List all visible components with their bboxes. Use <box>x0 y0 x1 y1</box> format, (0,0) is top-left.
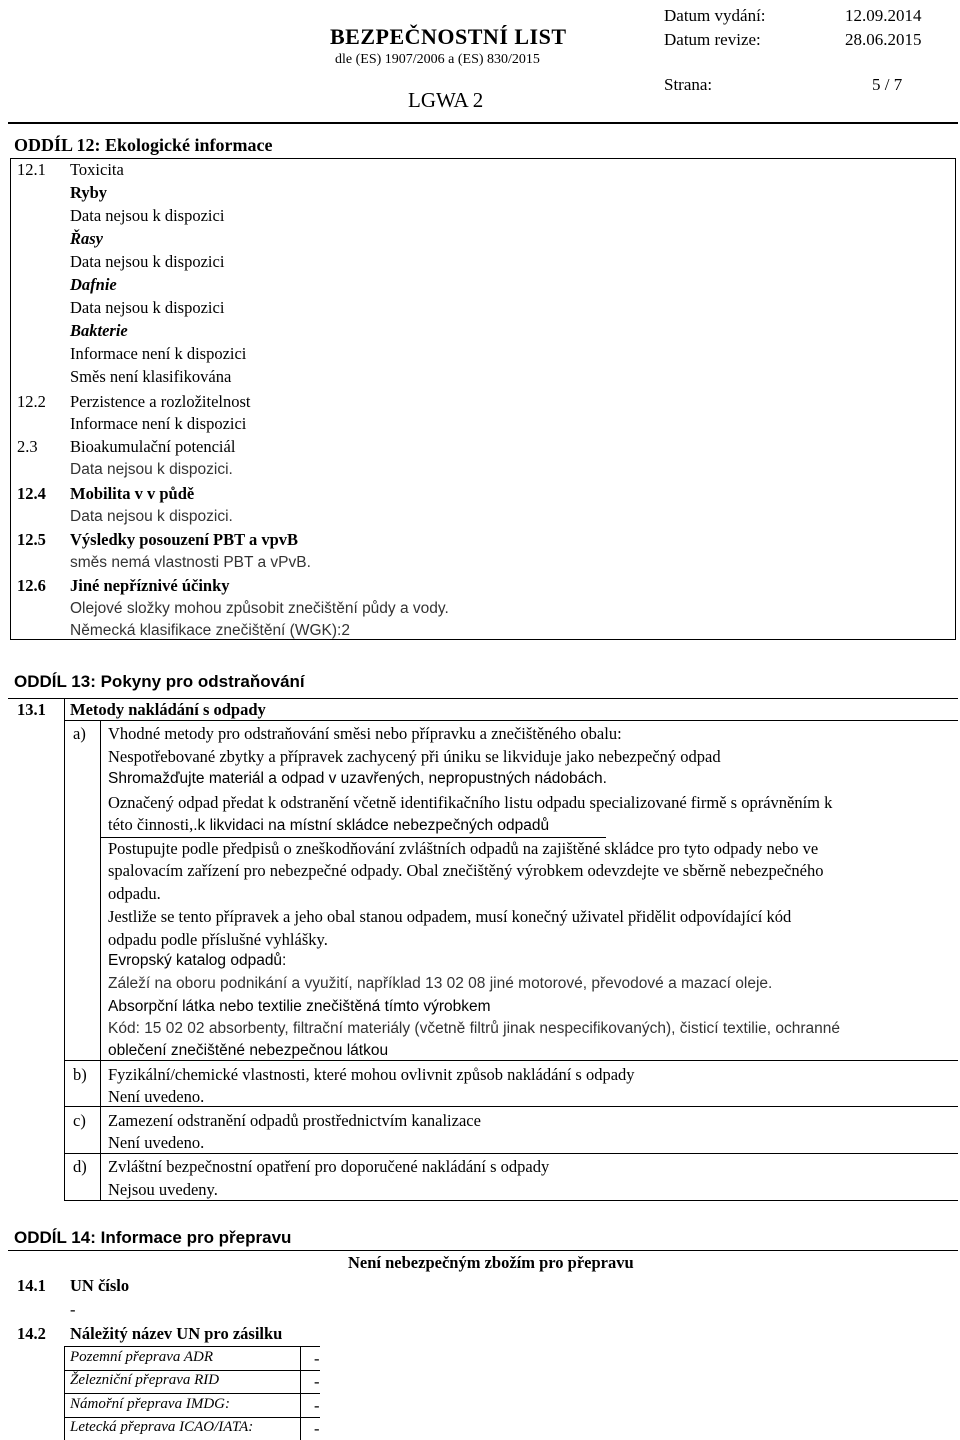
regulation-reference: dle (ES) 1907/2006 a (ES) 830/2015 <box>335 52 540 67</box>
item-12-6-title: Jiné nepříznivé účinky <box>70 576 230 595</box>
item-12-5-title: Výsledky posouzení PBT a vpvB <box>70 530 299 549</box>
item-12-6-value: Olejové složky mohou způsobit znečištění půdy a vody. <box>70 600 449 617</box>
item-a-line-8: odpadu. <box>108 884 161 903</box>
section-13-heading: ODDÍL 13: Pokyny pro odstraňování <box>14 672 305 691</box>
grid-line <box>64 698 65 1200</box>
grid-line <box>64 1060 958 1061</box>
item-a-line-13: Absorpční látka nebo textilie znečištěná tímto výrobkem <box>108 998 491 1015</box>
item-13-1-title: Metody nakládání s odpady <box>70 700 266 719</box>
item-d-value: Nejsou uvedeny. <box>108 1180 218 1199</box>
item-14-2-number: 14.2 <box>17 1324 46 1343</box>
item-c-letter: c) <box>73 1111 86 1130</box>
item-a-line-10: odpadu podle příslušné vyhlášky. <box>108 930 328 949</box>
item-12-3-number: 2.3 <box>17 437 38 456</box>
item-d-title: Zvláštní bezpečnostní opatření pro doporučené nakládání s odpady <box>108 1157 550 1176</box>
grid-line <box>64 1417 320 1418</box>
item-12-5-value: směs nemá vlastnosti PBT a vPvB. <box>70 554 311 571</box>
header-divider <box>8 122 958 124</box>
grid-line <box>100 837 606 838</box>
grid-line <box>64 1346 320 1347</box>
algae-value: Data nejsou k dispozici <box>70 252 225 271</box>
transport-adr-label: Pozemní přeprava ADR <box>70 1349 214 1365</box>
transport-imdg-value: - <box>314 1396 320 1415</box>
transport-note: Není nebezpečným zbožím pro přepravu <box>348 1253 634 1272</box>
item-a-line-5b: .k likvidaci na místní skládce nebezpečných odpadů <box>193 817 550 834</box>
grid-line <box>64 1200 958 1201</box>
item-b-letter: b) <box>73 1065 87 1084</box>
item-a-line-7: spalovacím zařízení pro nebezpečné odpady. Obal znečištěný výrobkem odevzdejte ve sběrně nebezpečného <box>108 861 824 880</box>
item-14-1-value: - <box>70 1300 76 1319</box>
item-a-line-4: Označený odpad předat k odstranění včetně identifikačního listu odpadu specializované firmě s oprávněním k <box>108 793 833 812</box>
item-14-1-title: UN číslo <box>70 1276 130 1295</box>
revision-date: 28.06.2015 <box>845 30 922 49</box>
section-12-heading: ODDÍL 12: Ekologické informace <box>14 135 273 155</box>
item-12-3-title: Bioakumulační potenciál <box>70 437 236 456</box>
item-a-line-5a: této činnosti, <box>108 815 194 834</box>
grid-line <box>300 1346 301 1440</box>
item-a-line-5 <box>108 815 549 835</box>
item-12-6-wgk: Německá klasifikace znečištění (WGK):2 <box>70 622 350 639</box>
item-a-line-2: Nespotřebované zbytky a přípravek zachycený při úniku se likviduje jako nebezpečný odpad <box>108 747 721 766</box>
item-12-4-value: Data nejsou k dispozici. <box>70 508 233 525</box>
transport-icao-label: Letecká přeprava ICAO/IATA: <box>70 1419 254 1435</box>
item-12-1-number: 12.1 <box>17 160 46 179</box>
grid-line <box>64 1370 320 1371</box>
algae-label: Řasy <box>70 229 103 248</box>
item-12-3-value: Data nejsou k dispozici. <box>70 461 233 478</box>
item-d-letter: d) <box>73 1157 87 1176</box>
item-12-4-title: Mobilita v v půdě <box>70 484 195 503</box>
item-12-5-number: 12.5 <box>17 530 46 549</box>
page-label: Strana: <box>664 75 713 94</box>
transport-imdg-label: Námořní přeprava IMDG: <box>70 1396 230 1412</box>
item-13-1-number: 13.1 <box>17 700 46 719</box>
product-name: LGWA 2 <box>408 88 484 112</box>
fish-label: Ryby <box>70 183 108 202</box>
section-14-divider <box>8 1250 958 1251</box>
transport-icao-value: - <box>314 1419 320 1438</box>
document-header <box>0 0 960 122</box>
transport-rid-label: Železniční přeprava RID <box>70 1372 220 1388</box>
bacteria-value: Informace není k dispozici <box>70 344 247 363</box>
item-14-2-title: Náležitý název UN pro zásilku <box>70 1324 283 1343</box>
item-12-2-title: Perzistence a rozložitelnost <box>70 392 251 411</box>
item-c-value: Není uvedeno. <box>108 1133 205 1152</box>
grid-line <box>64 1393 320 1394</box>
transport-adr-value: - <box>314 1349 320 1368</box>
bacteria-label: Bakterie <box>70 321 128 340</box>
grid-line <box>100 720 101 1200</box>
item-a-line-6: Postupujte podle předpisů o zneškodňování zvláštních odpadů na zajištěné skládce pro tyto odpady nebo ve <box>108 839 819 858</box>
issue-date-label: Datum vydání: <box>664 6 766 25</box>
daphnia-value: Data nejsou k dispozici <box>70 298 225 317</box>
item-a-line-3: Shromažďujte materiál a odpad v uzavřených, nepropustných nádobách. <box>108 770 607 787</box>
page-number: 5 / 7 <box>872 75 903 94</box>
item-a-line-11: Evropský katalog odpadů: <box>108 952 287 969</box>
item-c-title: Zamezení odstranění odpadů prostřednictvím kanalizace <box>108 1111 481 1130</box>
item-b-value: Není uvedeno. <box>108 1087 205 1106</box>
section-13-divider <box>8 698 958 699</box>
item-12-6-number: 12.6 <box>17 576 46 595</box>
item-12-2-number: 12.2 <box>17 392 46 411</box>
daphnia-label: Dafnie <box>70 275 117 294</box>
item-12-1-title: Toxicita <box>70 160 124 179</box>
document-title: BEZPEČNOSTNÍ LIST <box>330 24 567 49</box>
item-a-line-1: Vhodné metody pro odstraňování směsi nebo přípravku a znečištěného obalu: <box>108 724 622 743</box>
grid-line <box>64 720 958 721</box>
grid-line <box>64 1346 65 1440</box>
transport-rid-value: - <box>314 1372 320 1391</box>
item-b-title: Fyzikální/chemické vlastnosti, které mohou ovlivnit způsob nakládání s odpady <box>108 1065 635 1084</box>
fish-value: Data nejsou k dispozici <box>70 206 225 225</box>
item-a-line-14: Kód: 15 02 02 absorbenty, filtrační materiály (včetně filtrů jinak nespecifikovaných), čisticí textilie, ochranné <box>108 1020 841 1037</box>
item-12-2-value: Informace není k dispozici <box>70 414 247 433</box>
issue-date: 12.09.2014 <box>845 6 922 25</box>
item-14-1-number: 14.1 <box>17 1276 46 1295</box>
revision-date-label: Datum revize: <box>664 30 761 49</box>
mixture-classification: Směs není klasifikována <box>70 367 232 386</box>
section-14-heading: ODDÍL 14: Informace pro přepravu <box>14 1228 292 1247</box>
item-12-4-number: 12.4 <box>17 484 46 503</box>
item-a-line-12: Záleží na oboru podnikání a využití, například 13 02 08 jiné motorové, převodové a mazací oleje. <box>108 975 773 992</box>
item-a-line-15: oblečení znečištěné nebezpečnou látkou <box>108 1042 389 1059</box>
item-a-line-9: Jestliže se tento přípravek a jeho obal stanou odpadem, musí konečný uživatel přidělit odpovídající kód <box>108 907 792 926</box>
item-a-letter: a) <box>73 724 86 743</box>
grid-line <box>64 1153 958 1154</box>
